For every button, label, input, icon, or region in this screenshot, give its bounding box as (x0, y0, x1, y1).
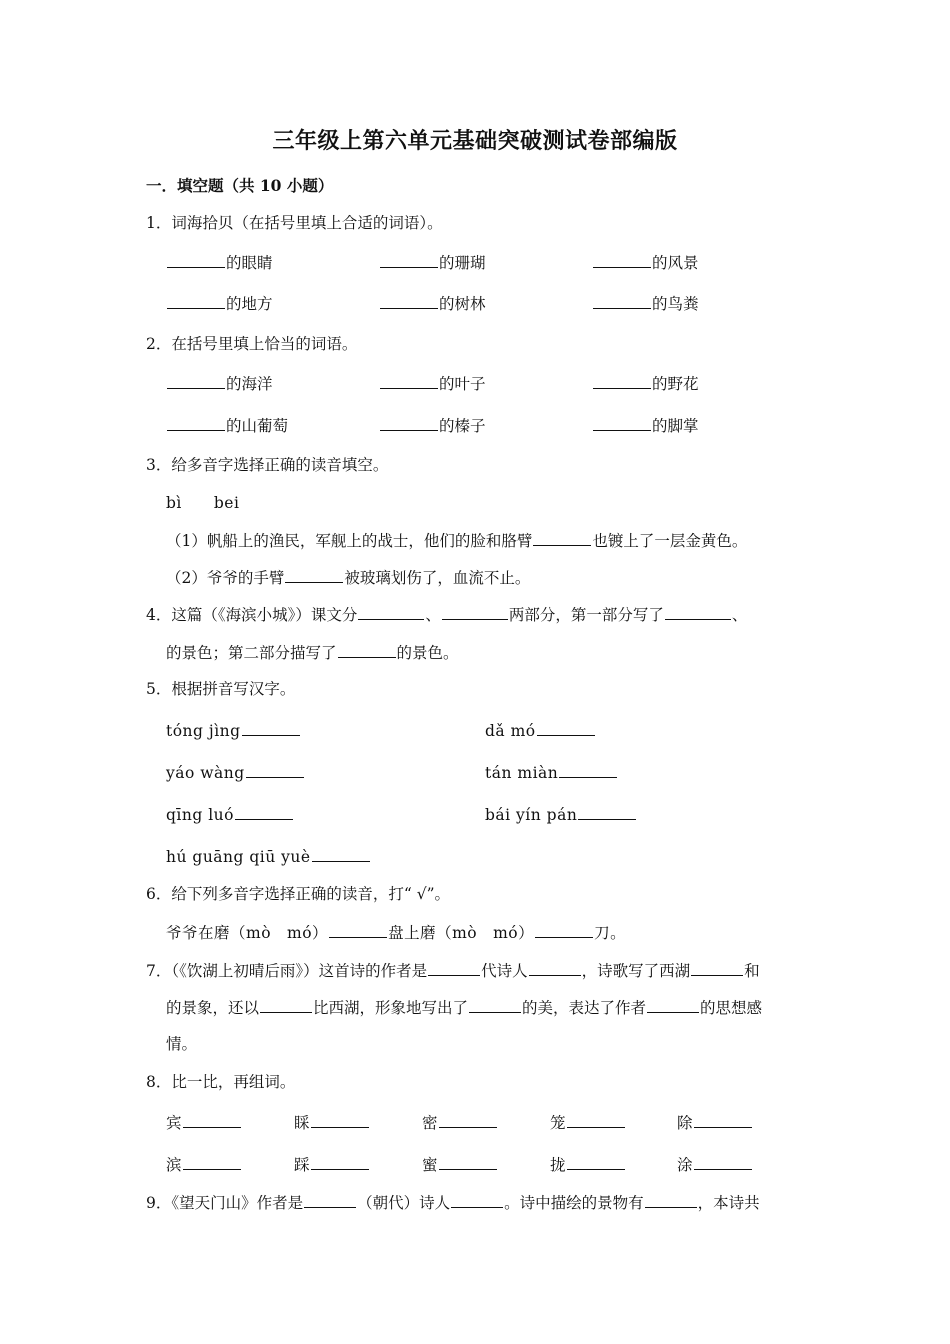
answer-blank[interactable] (593, 252, 651, 268)
q8-char: 睬 (294, 1112, 370, 1133)
answer-blank[interactable] (428, 960, 480, 976)
q8-char: 涂 (677, 1154, 753, 1175)
q4-line-1: 4．这篇（《海滨小城》）课文分 、 两部分，第一部分写了 、 (146, 606, 748, 624)
q1-item: 的树林 (379, 293, 486, 314)
q5-item: tóng jìng (166, 720, 301, 741)
q2-item: 的山葡萄 (166, 415, 288, 436)
answer-blank[interactable] (694, 1154, 752, 1170)
answer-blank[interactable] (469, 997, 521, 1013)
answer-blank[interactable] (338, 642, 396, 658)
q1-item: 的眼睛 (166, 252, 273, 273)
answer-blank[interactable] (691, 960, 743, 976)
q8-char: 宾 (166, 1112, 242, 1133)
answer-blank[interactable] (439, 1154, 497, 1170)
q8-char: 密 (422, 1112, 498, 1133)
answer-blank[interactable] (380, 373, 438, 389)
answer-blank[interactable] (312, 846, 370, 862)
q7-line-2: 的景象，还以 比西湖，形象地写出了 的美，表达了作者 的思想感 (166, 999, 763, 1017)
answer-blank[interactable] (242, 720, 300, 736)
section-heading: 一．填空题（共 10 小题） (146, 176, 334, 195)
q8-stem: 8．比一比，再组词。 (146, 1073, 296, 1091)
q1-item: 的珊瑚 (379, 252, 486, 273)
q1-item: 的鸟粪 (592, 293, 699, 314)
answer-blank[interactable] (311, 1112, 369, 1128)
answer-blank[interactable] (537, 720, 595, 736)
q7-line-3: 情。 (166, 1035, 198, 1053)
q8-char: 踩 (294, 1154, 370, 1175)
answer-blank[interactable] (559, 762, 617, 778)
answer-blank[interactable] (311, 1154, 369, 1170)
q2-item: 的脚掌 (592, 415, 699, 436)
q3-stem: 3．给多音字选择正确的读音填空。 (146, 456, 389, 474)
answer-blank[interactable] (167, 415, 225, 431)
q8-char: 滨 (166, 1154, 242, 1175)
q6-stem: 6．给下列多音字选择正确的读音，打“ √”。 (146, 885, 451, 903)
q3-sentence-2: （2）爷爷的手臂 被玻璃划伤了，血流不止。 (166, 569, 531, 587)
answer-blank[interactable] (529, 960, 581, 976)
q9-line-1: 9．《望天门山》作者是 （朝代）诗人 。诗中描绘的景物有 ，本诗共 (146, 1194, 760, 1212)
answer-blank[interactable] (285, 567, 343, 583)
q5-item: yáo wàng (166, 762, 305, 783)
answer-blank[interactable] (380, 415, 438, 431)
page-title: 三年级上第六单元基础突破测试卷部编版 (272, 128, 678, 154)
q2-stem: 2．在括号里填上恰当的词语。 (146, 335, 358, 353)
answer-blank[interactable] (329, 922, 387, 938)
answer-blank[interactable] (665, 604, 731, 620)
q4-line-2: 的景色；第二部分描写了 的景色。 (166, 644, 459, 662)
q2-item: 的榛子 (379, 415, 486, 436)
answer-blank[interactable] (593, 415, 651, 431)
answer-blank[interactable] (567, 1154, 625, 1170)
q3-options: bì bei (166, 494, 240, 512)
answer-blank[interactable] (533, 530, 591, 546)
q1-stem: 1．词海拾贝（在括号里填上合适的词语）。 (146, 214, 443, 232)
q5-item: hú guāng qiū yuè (166, 846, 371, 867)
q7-line-1: 7．（《饮湖上初晴后雨》）这首诗的作者是 代诗人 ，诗歌写了西湖 和 (146, 962, 760, 980)
answer-blank[interactable] (183, 1112, 241, 1128)
answer-blank[interactable] (647, 997, 699, 1013)
answer-blank[interactable] (358, 604, 424, 620)
answer-blank[interactable] (593, 293, 651, 309)
q2-item: 的野花 (592, 373, 699, 394)
answer-blank[interactable] (567, 1112, 625, 1128)
q3-sentence-1: （1）帆船上的渔民，军舰上的战士，他们的脸和胳臂 也镀上了一层金黄色。 (166, 532, 748, 550)
answer-blank[interactable] (183, 1154, 241, 1170)
answer-blank[interactable] (535, 922, 593, 938)
answer-blank[interactable] (451, 1192, 503, 1208)
answer-blank[interactable] (645, 1192, 697, 1208)
answer-blank[interactable] (593, 373, 651, 389)
q2-item: 的叶子 (379, 373, 486, 394)
answer-blank[interactable] (167, 252, 225, 268)
q8-char: 笼 (550, 1112, 626, 1133)
q1-item: 的地方 (166, 293, 273, 314)
answer-blank[interactable] (167, 293, 225, 309)
q1-item: 的风景 (592, 252, 699, 273)
answer-blank[interactable] (694, 1112, 752, 1128)
q2-item: 的海洋 (166, 373, 273, 394)
q8-char: 蜜 (422, 1154, 498, 1175)
answer-blank[interactable] (380, 293, 438, 309)
q5-item: bái yín pán (485, 804, 637, 825)
answer-blank[interactable] (260, 997, 312, 1013)
q8-char: 拢 (550, 1154, 626, 1175)
answer-blank[interactable] (235, 804, 293, 820)
answer-blank[interactable] (304, 1192, 356, 1208)
q5-stem: 5．根据拼音写汉字。 (146, 680, 296, 698)
answer-blank[interactable] (380, 252, 438, 268)
answer-blank[interactable] (439, 1112, 497, 1128)
answer-blank[interactable] (167, 373, 225, 389)
answer-blank[interactable] (246, 762, 304, 778)
answer-blank[interactable] (578, 804, 636, 820)
q6-sentence: 爷爷在磨（mò mó） 盘上磨（mò mó） 刀。 (166, 924, 627, 942)
q8-char: 除 (677, 1112, 753, 1133)
q5-item: qīng luó (166, 804, 294, 825)
answer-blank[interactable] (442, 604, 508, 620)
q5-item: tán miàn (485, 762, 618, 783)
q5-item: dǎ mó (485, 720, 596, 741)
